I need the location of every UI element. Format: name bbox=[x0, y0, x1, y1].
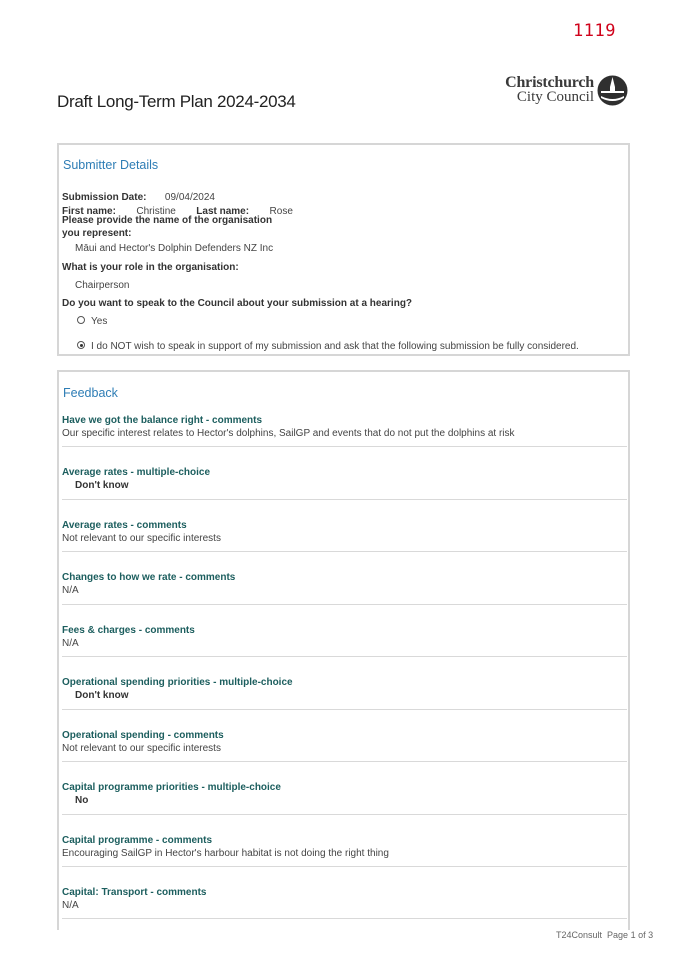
radio-checked-icon[interactable] bbox=[77, 341, 85, 349]
submitter-heading: Submitter Details bbox=[63, 158, 159, 172]
feedback-item bbox=[62, 835, 625, 860]
feedback-item bbox=[62, 415, 625, 440]
feedback-question: Capital programme priorities - multiple-choice bbox=[62, 782, 281, 793]
divider bbox=[62, 446, 627, 447]
feedback-item bbox=[62, 782, 625, 807]
logo-line2: City Council bbox=[516, 89, 594, 105]
hearing-option-no-label: I do NOT wish to speak in support of my submission and ask that the following submission be fully considered. bbox=[91, 341, 579, 352]
submitter-details-panel bbox=[57, 143, 630, 356]
feedback-answer: N/A bbox=[62, 638, 79, 649]
document-title: Draft Long-Term Plan 2024-2034 bbox=[57, 92, 296, 111]
footer-source: T24Consult bbox=[556, 930, 603, 940]
feedback-choice: Don't know bbox=[75, 480, 129, 491]
feedback-question: Operational spending priorities - multiple-choice bbox=[62, 677, 293, 688]
feedback-answer: Not relevant to our specific interests bbox=[62, 533, 221, 544]
role-value: Chairperson bbox=[75, 280, 130, 291]
page-footer bbox=[556, 930, 653, 940]
feedback-question: Have we got the balance right - comments bbox=[62, 415, 263, 426]
divider bbox=[62, 656, 627, 657]
role-question: What is your role in the organisation: bbox=[62, 262, 239, 273]
hearing-option-yes[interactable] bbox=[77, 316, 107, 327]
feedback-answer: Encouraging SailGP in Hector's harbour habitat is not doing the right thing bbox=[62, 848, 389, 859]
feedback-item bbox=[62, 467, 625, 492]
footer-page: Page 1 of 3 bbox=[607, 930, 654, 940]
divider bbox=[62, 761, 627, 762]
submission-date-label: Submission Date: bbox=[62, 192, 147, 203]
divider bbox=[62, 499, 627, 500]
feedback-question: Fees & charges - comments bbox=[62, 625, 195, 636]
feedback-item bbox=[62, 677, 625, 702]
feedback-answer: N/A bbox=[62, 900, 79, 911]
feedback-question: Average rates - multiple-choice bbox=[62, 467, 211, 478]
feedback-question: Capital: Transport - comments bbox=[62, 887, 207, 898]
first-name-label: First name: bbox=[62, 206, 116, 217]
divider bbox=[62, 551, 627, 552]
feedback-item bbox=[62, 520, 625, 545]
divider bbox=[62, 814, 627, 815]
hearing-option-no[interactable] bbox=[77, 341, 579, 352]
council-logo bbox=[498, 75, 628, 107]
last-name-label: Last name: bbox=[196, 206, 250, 217]
feedback-choice: Don't know bbox=[75, 690, 129, 701]
hearing-question: Do you want to speak to the Council about your submission at a hearing? bbox=[62, 298, 413, 309]
divider bbox=[62, 709, 627, 710]
divider bbox=[62, 604, 627, 605]
feedback-question: Capital programme - comments bbox=[62, 835, 213, 846]
feedback-heading: Feedback bbox=[63, 386, 118, 400]
first-name-value: Christine bbox=[136, 206, 176, 217]
feedback-answer: N/A bbox=[62, 585, 79, 596]
feedback-item bbox=[62, 572, 625, 597]
feedback-question: Average rates - comments bbox=[62, 520, 187, 531]
feedback-answer: Not relevant to our specific interests bbox=[62, 743, 221, 754]
organisation-question-line1: Please provide the name of the organisation bbox=[62, 215, 273, 226]
feedback-answer: Our specific interest relates to Hector's dolphins, SailGP and events that do not put the dolphins at risk bbox=[62, 428, 515, 439]
organisation-question bbox=[62, 214, 272, 240]
feedback-item bbox=[62, 887, 625, 912]
feedback-item bbox=[62, 730, 625, 755]
submission-date-value: 09/04/2024 bbox=[164, 192, 215, 203]
feedback-question: Changes to how we rate - comments bbox=[62, 572, 236, 583]
radio-unchecked-icon[interactable] bbox=[77, 316, 85, 324]
feedback-item bbox=[62, 625, 625, 650]
feedback-choice: No bbox=[75, 795, 89, 806]
logo-line1: Christchurch bbox=[505, 74, 594, 91]
divider bbox=[62, 918, 627, 919]
divider bbox=[62, 866, 627, 867]
hearing-option-yes-label: Yes bbox=[91, 316, 108, 327]
cathedral-icon bbox=[597, 75, 628, 106]
feedback-panel bbox=[57, 370, 630, 930]
feedback-question: Operational spending - comments bbox=[62, 730, 224, 741]
page-number-stamp: 1119 bbox=[573, 21, 616, 41]
organisation-value: Māui and Hector's Dolphin Defenders NZ Inc bbox=[75, 243, 274, 254]
organisation-question-line2: you represent: bbox=[62, 228, 132, 239]
last-name-value: Rose bbox=[269, 206, 293, 217]
